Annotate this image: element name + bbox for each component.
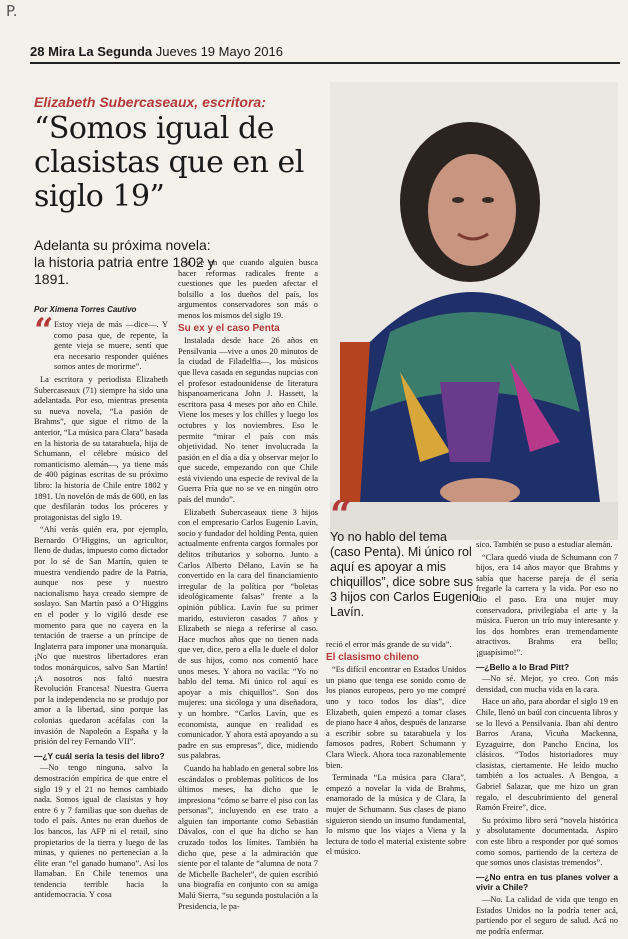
paragraph: —No sé. Mejor, yo creo. Con más densidad, con mucha vida en la cara. bbox=[476, 674, 618, 694]
paragraph: La escritora y periodista Elizabeth Subercaseaux (71) siempre ha sido una adelantada. Por eso, mientras presenta su nueva novela, “La pasión de Brahms”, que sigue el ritmo de la anterior, “La música para Clara” basada en la historia de su tatarabuela, hija de Schumann, el célebre músico del romanticismo alemán—, ya tiene más de 400 páginas escritas de su próximo libro: la historia de Chile entre 1802 y 1891. Un novelón de más de 600, en las que desfilarán todos los próceres y protagonistas del siglo 19. bbox=[34, 374, 168, 522]
section-name: Mira bbox=[48, 44, 75, 59]
pull-quote: Yo no hablo del tema (caso Penta). Mi único rol aquí es apoyar a mis chiquillos”, dice sobre sus 3 hijos con Carlos Eugenio Lavín. bbox=[330, 530, 479, 619]
paragraph: sico. También se puso a estudiar alemán. bbox=[476, 540, 613, 549]
paragraph: Terminada “La música para Clara”, empezó a novelar la vida de Brahms, enamorado de la música y de Clara, la mujer de Schumann. Sus clases de piano siguieron siendo un insumo fundamental, lo mismo que los viajes a Viena y la lectura de todo el material existente sobre el músico. bbox=[326, 773, 466, 857]
paragraph: “Es difícil encontrar en Estados Unidos un piano que tenga ese sonido como de los pianos europeos, pero yo me compré uno y toco todos los días”, dice Elizabeth, quien empezó a tomar clases de piano hace 4 años, después de lanzarse a escribir sobre su tatarabuela y los famosos padres, Robert Schumann y Clara Wieck. Ahora toca razonablemente bien. bbox=[326, 665, 466, 770]
article-byline: Por Ximena Torres Cautivo bbox=[34, 305, 137, 314]
paragraph: Su próximo libro será “novela histórica y absolutamente documentada. Aspiro con este libro a responder por qué somos como somos, partiendo de la certeza de que somos unos clasistas tremendos”. bbox=[476, 815, 618, 868]
paragraph: “Clara quedó viuda de Schumann con 7 hijos, era 14 años mayor que Brahms y sabía que hacerse pareja de él sería fregarle la carrera y la vida. Por eso no dio el paso. Era una mujer muy conservadora, privilegiaba el arte y la música. Fueron un trío muy interesante y los dos hombres eran tremendamente atractivos. Brahms era bello; ¡guapísimo!”. bbox=[476, 552, 618, 657]
question-subhead: —¿Bello a lo Brad Pitt? bbox=[476, 661, 570, 672]
handwritten-mark: P. bbox=[6, 2, 18, 20]
article-kicker: Elizabeth Subercaseaux, escritora: bbox=[34, 94, 266, 110]
portrait-illustration bbox=[330, 82, 618, 540]
text-column-3 bbox=[326, 640, 466, 860]
section-subhead: El clasismo chileno bbox=[326, 651, 419, 663]
paper-name: La Segunda bbox=[78, 44, 153, 59]
text-column-4 bbox=[476, 540, 618, 939]
header-rule bbox=[30, 62, 620, 64]
question-subhead: —¿Y cuál sería la tesis del libro? bbox=[34, 750, 165, 761]
question-subhead: —¿No entra en tus planes volver a vivir a Chile? bbox=[476, 871, 618, 893]
paragraph: —No tengo ninguna, salvo la demostración empírica de que entre el siglo 19 y el 21 no hemos cambiado nada. Somos igual de clasistas y hoy entre 6 y 7 familias que son dueñas de todo el país. Antes no eran dueños de los bancos, las AFP ni el retail, sino propietarios de la tierra y luego de las minas, y quienes no pertenecían a la élite eran “el ganado humano”. Así los llamaban. En Chile tenemos una tendencia terrible hacia la antidemocracia. Y cosa bbox=[34, 763, 168, 900]
pull-quote-mark: “ bbox=[330, 492, 352, 537]
article-deck: Adelanta su próxima novela: la historia patria entre 1802 y 1891. bbox=[34, 237, 215, 287]
paragraph: Cuando ha hablado en general sobre los escándalos o problemas políticos de los últimos meses, ha dicho que le impresiona “cómo se barre el piso con las personas”, incluyendo en ese trato a alguien tan importante como Sebastián Dávalos, con el que ha dicho se han cruzado todos los límites. También ha dicho que, pese a la admiración que siente por el talante de “alumna de nota 7 de Michelle Bachelet”, de quien escribió una biografía en conjunto con su amiga Malú Sierra, “su segunda postulación a la Presidencia, le pa- bbox=[178, 763, 318, 911]
quote-mark: “ bbox=[34, 311, 54, 351]
paragraph: Hace un año, para abordar el siglo 19 en Chile, llenó un baúl con cincuenta libros y se lo llevó a Pensilvania. Iban ahí dentro Barros Arana, Vicuña Mackenna, Eyzaguirre, don Pancho Encina, los clásicos. “Todos historiadores muy clasistas, ciertamente. He leído mucho también a los actuales. A Bengoa, a Gabriel Salazar, que me hizo un gran regalo, el descubrimiento del general Ramón Freire”, dice. bbox=[476, 697, 618, 813]
paragraph: se ve en que cuando alguien busca hacer reformas radicales frente a cuestiones que les pueden afectar el bolsillo a los dueños del país, los argumentos conservadores son más o menos los mismos del siglo 19. bbox=[178, 258, 318, 320]
paragraph: Elizabeth Subercaseaux tiene 3 hijos con el empresario Carlos Eugenio Lavín, socio y fundador del holding Penta, quien actualmente enfrenta cargos formales por delitos tributarios y soborno. Junto a Carlos Alberto Délano, Lavín se ha convertido en la cara del financiamiento irregular de la política por “boletas ideológicamente falsas” frente a la opinión pública. Lavín fue su primer marido, estuvieron casados 7 años y Elizabeth se niega a referirse al caso. Hace muchos años que no tienen nada que ver, dice, pero a ella le duele el dolor de sus hijos, como nos comentó hace unos meses. Y ahora no vacila: “Yo no hablo del tema. Mi único rol aquí es apoyar a mis chiquillos”. Son dos mujeres: una sicóloga y una diseñadora, y un hombre. “Carlos Lavín, que es economista, aunque en realidad es comunicador. Y ahora está apoyando a su padre en sus empresas”, dice, midiendo sus palabras. bbox=[178, 507, 318, 761]
paragraph: Estoy vieja de más —dice—. Y como pasa que, de repente, la gente vieja se muere, sentí que era necesario responder quiénes somos antes de morirme”. bbox=[54, 320, 168, 372]
page-header bbox=[30, 44, 620, 60]
paragraph: reció el error más grande de su vida”. bbox=[326, 640, 452, 649]
text-column-1 bbox=[34, 320, 168, 903]
page-number: 28 bbox=[30, 44, 45, 59]
section-subhead: Su ex y el caso Penta bbox=[178, 322, 280, 334]
paragraph: —No. La calidad de vida que tengo en Estados Unidos no la podría tener acá, partiendo por el seguro de salud. Acá no me podría enfermar. bbox=[476, 895, 618, 936]
text-column-2 bbox=[178, 258, 318, 914]
paragraph: Instalada desde hace 26 años en Pensilvania —vive a unos 20 minutos de la ciudad de Filadelfia—, los músicos que lleva casada en segundas nupcias con el profesor estadounidense de literatura hispanoamericana John J. Hassett, la escritora pasa 4 meses por año en Chile. Viene los meses y los chilles y luego los octubres y los noviembres. Eso le permite “mirar el país con más objetividad. No tener involucrada la pasión en el día a día y observar mejor lo que sucede, empezando con que Chile está viviendo una especie de revival de la Guerra Fría que no se ve en ningún otro país del mundo”. bbox=[178, 336, 318, 505]
issue-date: Jueves 19 Mayo 2016 bbox=[155, 44, 283, 59]
portrait-photo bbox=[330, 82, 618, 540]
article-headline: “Somos igual de clasistas que en el siglo 19” bbox=[34, 111, 304, 214]
paragraph: “Ahí verás quién era, por ejemplo, Bernardo O’Higgins, un agricultor, lleno de dudas, impuesto como dictador por lo sé de San Martín, quien te muestra vendiendo padre de la Patria, aunque nos pese y nuestro nacionalismo haya creado siempre de soslayo. San Martín pasó a O’Higgins en el poder y lo vigiló desde ese momento para que no cayera en la tentación de traerse a un príncipe de Inglaterra para imponer una monarquía. ¡No que nuestros libertadores eran todos monárquicos, salvo San Martín! ¡A nosotros nos faltó nuestra Revolución Francesa! Nuestra Guerra por la independencia no se produjo por amor a la libertad, sino porque las colonias quedaron acéfalas con la invasión de Napoleón a España y la prisión del rey Fernando VII”. bbox=[34, 525, 168, 747]
